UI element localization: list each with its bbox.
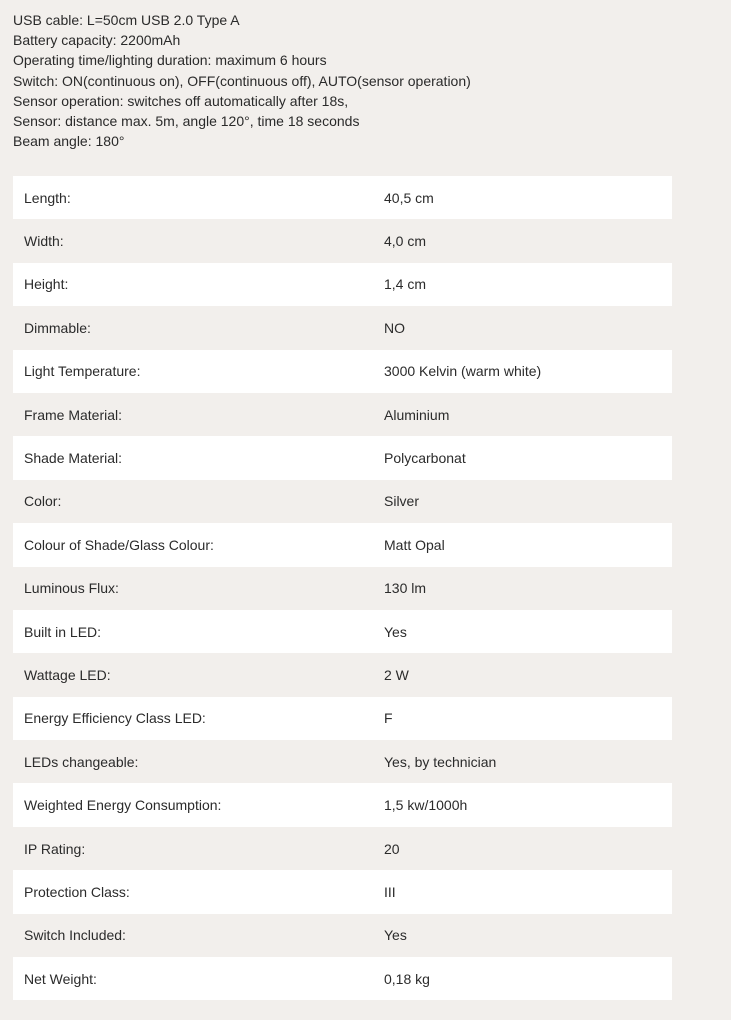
- spec-row-length: [13, 176, 672, 219]
- spec-label: Length:: [24, 189, 71, 206]
- spec-value: 1,5 kw/1000h: [384, 797, 468, 814]
- specifications-table: [13, 176, 672, 1000]
- spec-value: 0,18 kg: [384, 970, 430, 987]
- description-line: Beam angle: 180°: [13, 133, 125, 150]
- spec-row-wattage-led: [13, 653, 672, 696]
- spec-row-weighted-energy-consumption: [13, 783, 672, 826]
- spec-value: 3000 Kelvin (warm white): [384, 363, 542, 380]
- description-line: Switch: ON(continuous on), OFF(continuous off), AUTO(sensor operation): [13, 72, 471, 89]
- spec-row-luminous-flux: [13, 567, 672, 610]
- description-line: Battery capacity: 2200mAh: [13, 32, 181, 49]
- spec-value: 130 lm: [384, 580, 427, 597]
- spec-value: Yes: [384, 927, 407, 944]
- spec-row-dimmable: [13, 306, 672, 349]
- product-description: [13, 10, 713, 151]
- spec-row-energy-efficiency-class: [13, 697, 672, 740]
- spec-value: Aluminium: [384, 406, 450, 423]
- spec-row-width: [13, 219, 672, 262]
- spec-label: Luminous Flux:: [24, 580, 119, 597]
- spec-label: Shade Material:: [24, 450, 123, 467]
- spec-value: Polycarbonat: [384, 450, 466, 467]
- spec-row-height: [13, 263, 672, 306]
- spec-label: Light Temperature:: [24, 363, 141, 380]
- spec-row-built-in-led: [13, 610, 672, 653]
- spec-label: Dimmable:: [24, 319, 91, 336]
- spec-label: Height:: [24, 276, 69, 293]
- spec-label: Protection Class:: [24, 883, 130, 900]
- spec-label: Width:: [24, 233, 64, 250]
- spec-label: Weighted Energy Consumption:: [24, 797, 222, 814]
- spec-value: 20: [384, 840, 400, 857]
- spec-value: Matt Opal: [384, 536, 445, 553]
- spec-label: Frame Material:: [24, 406, 123, 423]
- spec-value: Yes, by technician: [384, 753, 497, 770]
- spec-value: 2 W: [384, 666, 409, 683]
- spec-value: 40,5 cm: [384, 189, 434, 206]
- spec-label: IP Rating:: [24, 840, 86, 857]
- spec-label: Net Weight:: [24, 970, 97, 987]
- spec-value: Yes: [384, 623, 407, 640]
- description-line: USB cable: L=50cm USB 2.0 Type A: [13, 12, 240, 28]
- spec-row-switch-included: [13, 914, 672, 957]
- spec-label: Switch Included:: [24, 927, 126, 944]
- spec-label: Energy Efficiency Class LED:: [24, 710, 206, 727]
- description-line: Operating time/lighting duration: maximum 6 hours: [13, 52, 327, 69]
- spec-value: 4,0 cm: [384, 233, 427, 250]
- spec-row-light-temperature: [13, 350, 672, 393]
- spec-value: 1,4 cm: [384, 276, 427, 293]
- spec-row-net-weight: [13, 957, 672, 1000]
- spec-value: NO: [384, 319, 405, 336]
- spec-row-color: [13, 480, 672, 523]
- description-line: Sensor operation: switches off automatically after 18s,: [13, 92, 349, 109]
- spec-row-protection-class: [13, 870, 672, 913]
- spec-row-leds-changeable: [13, 740, 672, 783]
- spec-value: III: [384, 883, 396, 900]
- spec-label: Color:: [24, 493, 62, 510]
- spec-row-shade-colour: [13, 523, 672, 566]
- spec-label: Built in LED:: [24, 623, 102, 640]
- spec-row-shade-material: [13, 436, 672, 479]
- spec-row-ip-rating: [13, 827, 672, 870]
- spec-value: F: [384, 710, 393, 727]
- spec-value: Silver: [384, 493, 420, 510]
- spec-label: LEDs changeable:: [24, 753, 139, 770]
- spec-label: Colour of Shade/Glass Colour:: [24, 536, 214, 553]
- spec-label: Wattage LED:: [24, 666, 111, 683]
- spec-row-frame-material: [13, 393, 672, 436]
- description-line: Sensor: distance max. 5m, angle 120°, time 18 seconds: [13, 113, 360, 130]
